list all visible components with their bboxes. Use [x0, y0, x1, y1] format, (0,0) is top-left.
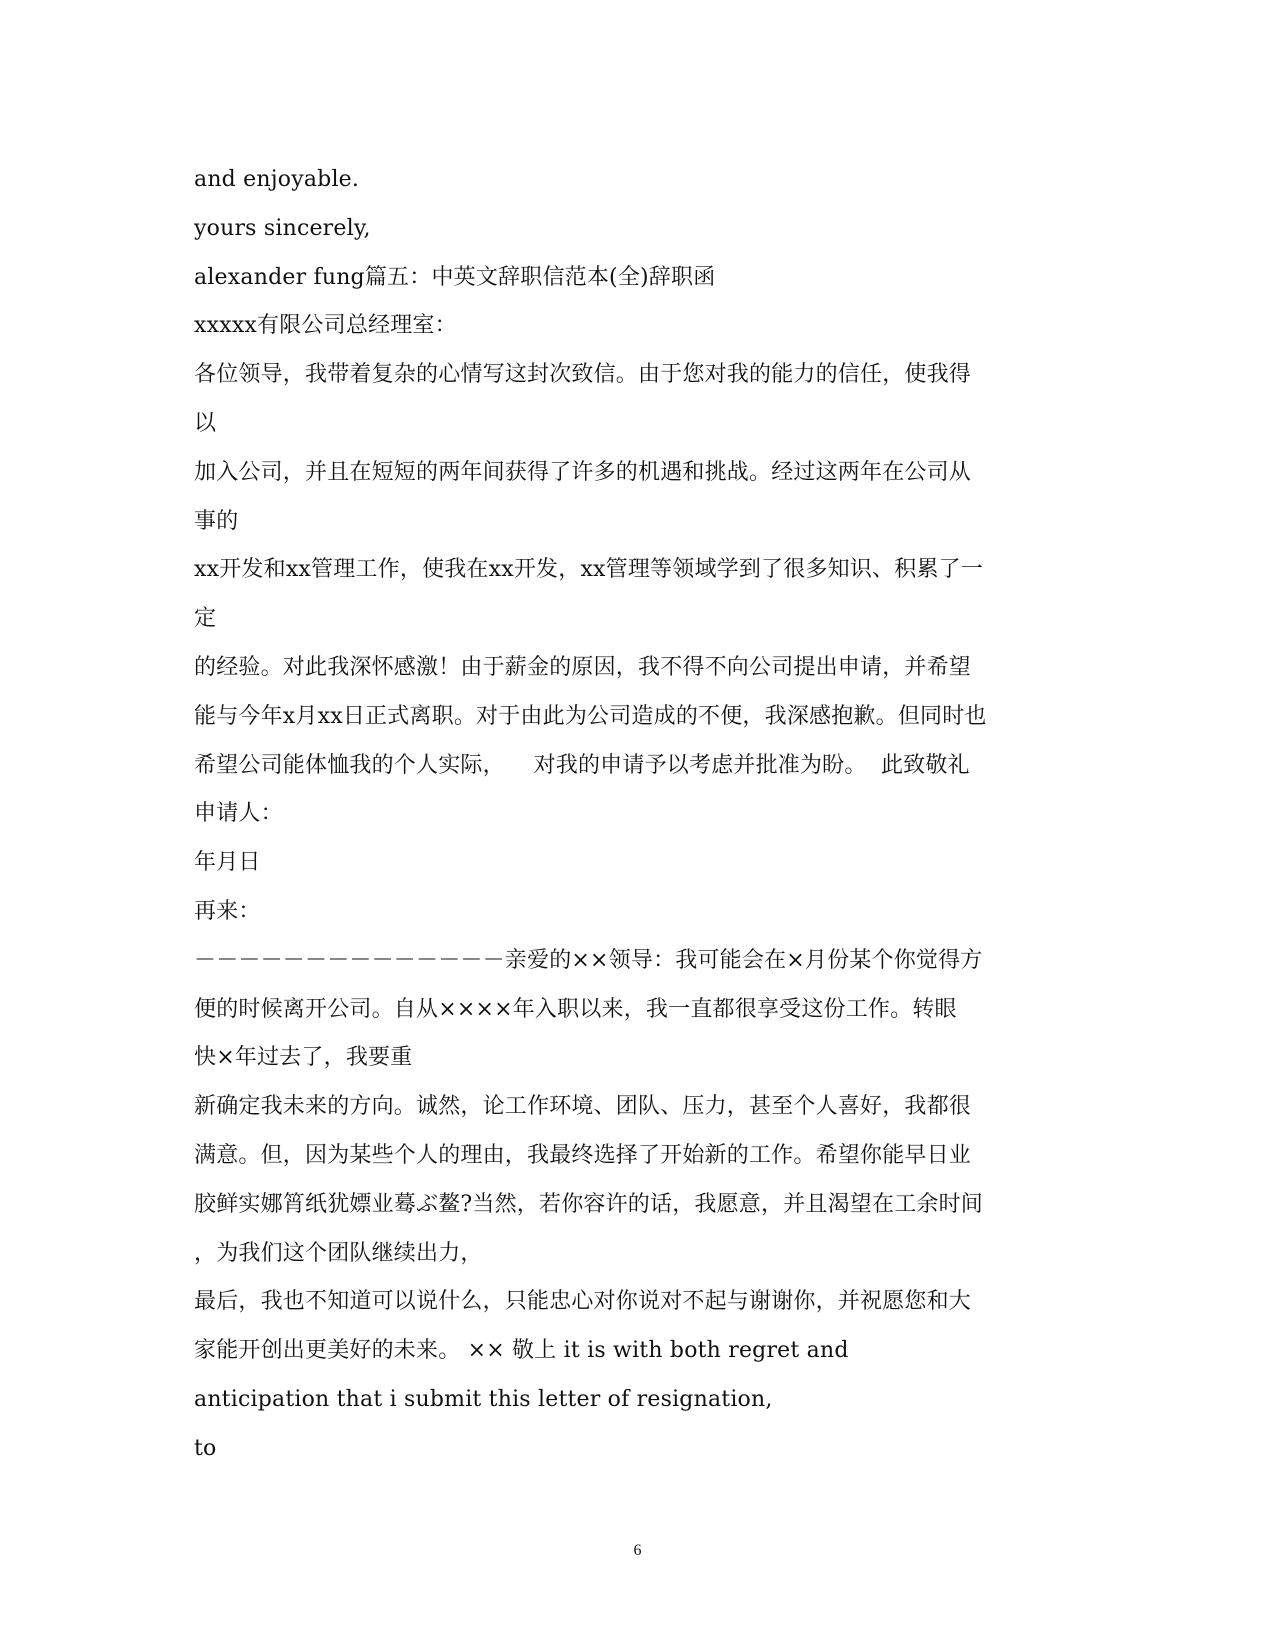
text-line: xxxxx有限公司总经理室： — [194, 313, 457, 339]
text-line: 最后，我也不知道可以说什么，只能忠心对你说对不起与谢谢你，并祝愿您和大 — [194, 1289, 972, 1315]
text-line: 家能开创出更美好的未来。 ×× 敬上 it is with both regret and — [194, 1338, 849, 1364]
text-line: anticipation that i submit this letter of resignation, — [194, 1386, 773, 1412]
text-line: 能与今年x月xx日正式离职。对于由此为公司造成的不便，我深感抱歉。但同时也 — [194, 703, 987, 729]
text-line: ，为我们这个团队继续出力， — [194, 1240, 483, 1266]
page-number: 6 — [633, 1542, 642, 1559]
text-line: to — [194, 1435, 217, 1461]
text-line: xx开发和xx管理工作，使我在xx开发，xx管理等领域学到了很多知识、积累了一 — [194, 557, 984, 583]
text-line: 事的 — [194, 508, 239, 534]
text-line: and enjoyable. — [194, 167, 360, 192]
text-line: 胶鲜实娜筲纸犹嫖业蓦ぶ鳌?当然，若你容许的话，我愿意，并且渴望在工余时间 — [194, 1191, 983, 1217]
text-line: 新确定我未来的方向。诚然，论工作环境、团队、压力，甚至个人喜好，我都很 — [194, 1094, 972, 1120]
text-line: 定 — [194, 606, 217, 632]
text-line: 各位领导，我带着复杂的心情写这封次致信。由于您对我的能力的信任，使我得 — [194, 362, 972, 388]
text-line: 再来： — [194, 898, 261, 924]
text-line: －－－－－－－－－－－－－－亲爱的××领导：我可能会在×月份某个你觉得方 — [194, 947, 983, 973]
text-line: 快×年过去了，我要重 — [194, 1045, 413, 1071]
text-line: alexander fung篇五：中英文辞职信范本(全)辞职函 — [194, 264, 716, 290]
document-body — [194, 156, 1094, 1474]
text-line: 年月日 — [194, 850, 261, 876]
text-line: 申请人： — [194, 801, 283, 827]
text-line: 加入公司，并且在短短的两年间获得了许多的机遇和挑战。经过这两年在公司从 — [194, 459, 972, 485]
text-line: 希望公司能体恤我的个人实际， 对我的申请予以考虑并批准为盼。 此致敬礼 — [194, 752, 970, 778]
text-line: 以 — [194, 410, 217, 436]
text-line: 的经验。对此我深怀感激！由于薪金的原因，我不得不向公司提出申请，并希望 — [194, 654, 972, 680]
text-line: 便的时候离开公司。自从××××年入职以来，我一直都很享受这份工作。转眼 — [194, 996, 957, 1022]
text-line: yours sincerely, — [194, 215, 371, 241]
text-line: 满意。但，因为某些个人的理由，我最终选择了开始新的工作。希望你能早日业 — [194, 1142, 972, 1168]
